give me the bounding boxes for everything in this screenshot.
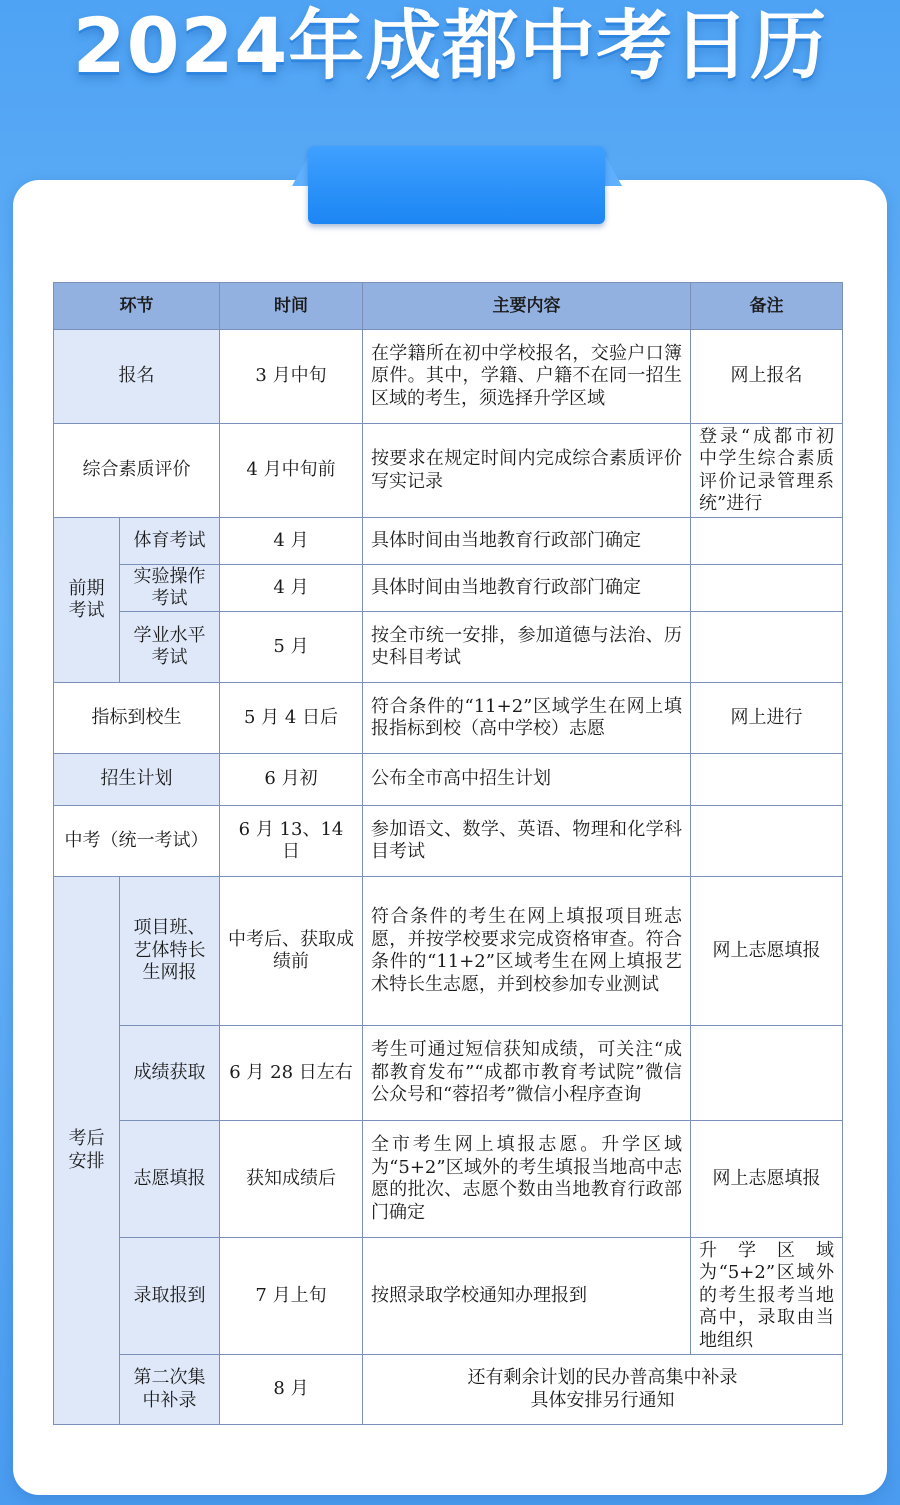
table-row: [54, 1355, 843, 1425]
content-cell: 在学籍所在初中学校报名，交验户口簿原件。其中，学籍、户籍不在同一招生区域的考生，须选择升学区域: [363, 330, 691, 424]
time-cell: 3 月中旬: [220, 330, 363, 424]
time-cell: 中考后、获取成绩前: [220, 877, 363, 1026]
time-cell: 6 月 13、14 日: [220, 806, 363, 877]
table-row: [54, 1026, 843, 1121]
calendar-table-wrap: [53, 282, 843, 1425]
note-cell: 网上报名: [691, 330, 843, 424]
stage-cell: 志愿填报: [120, 1121, 220, 1238]
time-cell: 4 月: [220, 565, 363, 612]
time-cell: 5 月: [220, 612, 363, 683]
table-row: [54, 565, 843, 612]
table-row: [54, 330, 843, 424]
tab-banner-decoration: [308, 146, 605, 224]
page-title: 2024年成都中考日历: [72, 1, 828, 90]
table-row: [54, 1238, 843, 1355]
stage-cell: 第二次集中补录: [120, 1355, 220, 1425]
time-cell: 7 月上旬: [220, 1238, 363, 1355]
stage-cell: 实验操作考试: [120, 565, 220, 612]
content-cell: 符合条件的“11+2”区域学生在网上填报指标到校（高中学校）志愿: [363, 683, 691, 754]
time-cell: 6 月 28 日左右: [220, 1026, 363, 1121]
table-row: [54, 1121, 843, 1238]
table-row: [54, 518, 843, 565]
header-content: 主要内容: [363, 283, 691, 330]
time-cell: 8 月: [220, 1355, 363, 1425]
stage-cell: 体育考试: [120, 518, 220, 565]
content-line-1: 还有剩余计划的民办普高集中补录: [467, 1367, 738, 1388]
note-cell: 网上进行: [691, 683, 843, 754]
note-cell: [691, 1026, 843, 1121]
content-cell: 公布全市高中招生计划: [363, 754, 691, 806]
note-cell: [691, 754, 843, 806]
time-cell: 5 月 4 日后: [220, 683, 363, 754]
table-row: [54, 806, 843, 877]
stage-cell: 指标到校生: [54, 683, 220, 754]
note-cell: 升学区域为“5+2”区域外的考生报考当地高中，录取由当地组织: [691, 1238, 843, 1355]
content-cell: 具体时间由当地教育行政部门确定: [363, 518, 691, 565]
note-cell: [691, 518, 843, 565]
table-row: [54, 683, 843, 754]
stage-cell: 中考（统一考试）: [54, 806, 220, 877]
content-cell: 参加语文、数学、英语、物理和化学科目考试: [363, 806, 691, 877]
table-row: [54, 424, 843, 518]
stage-cell: 综合素质评价: [54, 424, 220, 518]
header-note: 备注: [691, 283, 843, 330]
time-cell: 4 月中旬前: [220, 424, 363, 518]
table-row: [54, 612, 843, 683]
stage-cell: 成绩获取: [120, 1026, 220, 1121]
calendar-table: [53, 282, 843, 1425]
content-cell: 按要求在规定时间内完成综合素质评价写实记录: [363, 424, 691, 518]
note-cell: 登录“成都市初中学生综合素质评价记录管理系统”进行: [691, 424, 843, 518]
content-cell: 考生可通过短信获知成绩，可关注“成都教育发布”“成都市教育考试院”微信公众号和“蓉招考”微信小程序查询: [363, 1026, 691, 1121]
time-cell: 6 月初: [220, 754, 363, 806]
note-cell: [691, 565, 843, 612]
group-cell-qianqi: 前期考试: [54, 518, 120, 683]
table-row: [54, 877, 843, 1026]
content-cell: 全市考生网上填报志愿。升学区域为“5+2”区域外的考生填报当地高中志愿的批次、志愿个数由当地教育行政部门确定: [363, 1121, 691, 1238]
table-header-row: [54, 283, 843, 330]
content-cell: 按照录取学校通知办理报到: [363, 1238, 691, 1355]
header-time: 时间: [220, 283, 363, 330]
note-cell: 网上志愿填报: [691, 1121, 843, 1238]
note-cell: 网上志愿填报: [691, 877, 843, 1026]
header-stage: 环节: [54, 283, 220, 330]
content-cell: 具体时间由当地教育行政部门确定: [363, 565, 691, 612]
stage-cell: 报名: [54, 330, 220, 424]
group-cell-kaohou: 考后安排: [54, 877, 120, 1425]
time-cell: 4 月: [220, 518, 363, 565]
stage-cell: 项目班、艺体特长生网报: [120, 877, 220, 1026]
stage-cell: 录取报到: [120, 1238, 220, 1355]
note-cell: [691, 612, 843, 683]
note-cell: [691, 806, 843, 877]
stage-cell: 学业水平考试: [120, 612, 220, 683]
stage-cell: 招生计划: [54, 754, 220, 806]
table-row: [54, 754, 843, 806]
merged-content-cell: [363, 1355, 843, 1425]
content-line-2: 具体安排另行通知: [530, 1389, 675, 1411]
content-cell: 按全市统一安排，参加道德与法治、历史科目考试: [363, 612, 691, 683]
content-cell: 符合条件的考生在网上填报项目班志愿，并按学校要求完成资格审查。符合条件的“11+2”区域考生在网上填报艺术特长生志愿，并到校参加专业测试: [363, 877, 691, 1026]
time-cell: 获知成绩后: [220, 1121, 363, 1238]
